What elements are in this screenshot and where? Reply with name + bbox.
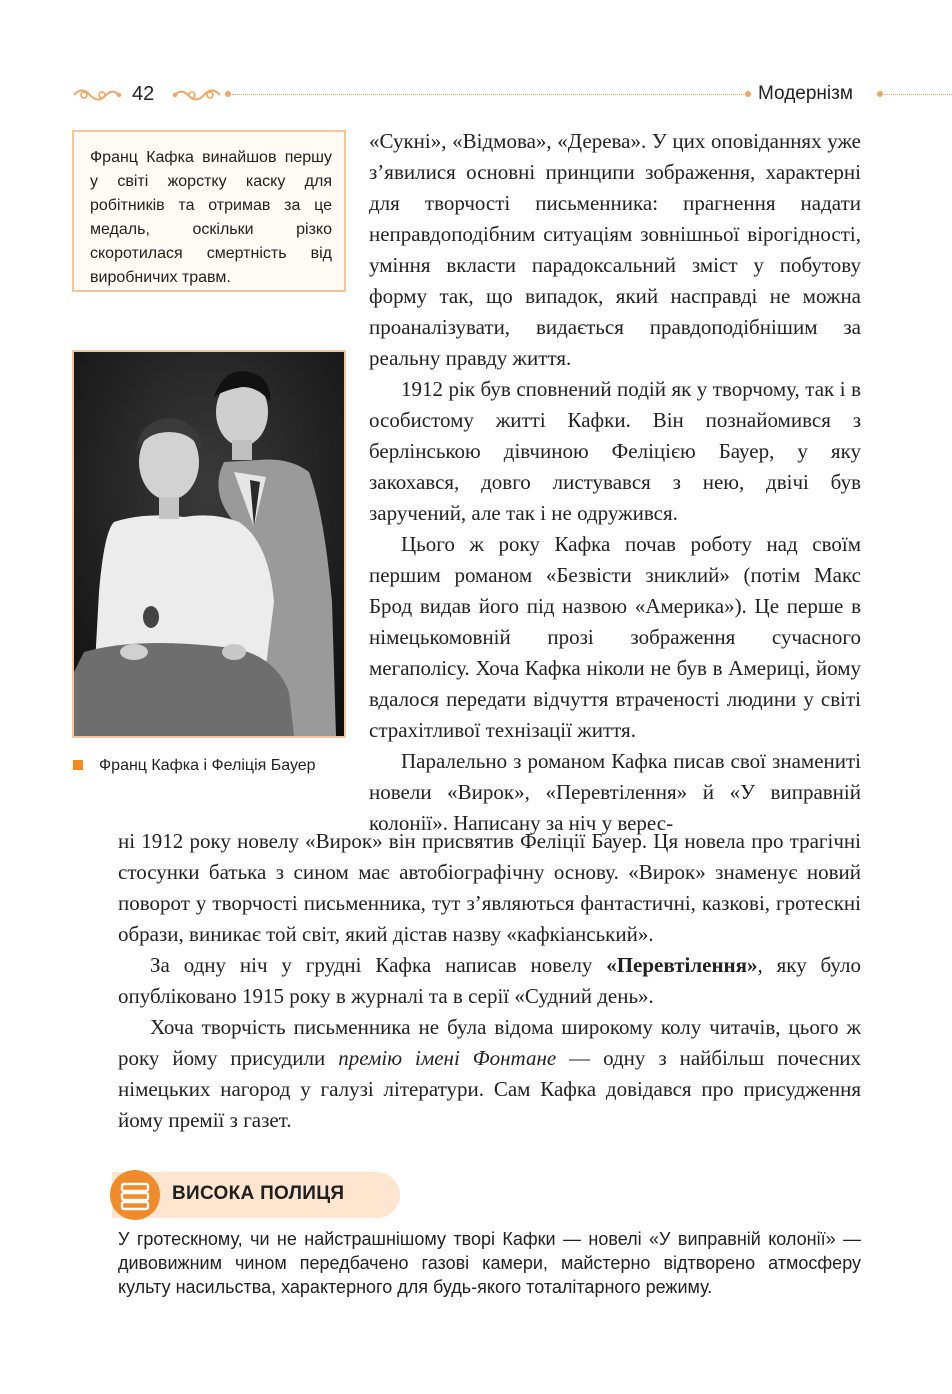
header-dot bbox=[877, 91, 883, 97]
page-number: 42 bbox=[132, 83, 155, 105]
photo-caption: Франц Кафка і Феліція Бауер bbox=[99, 757, 316, 774]
shelf-text: У гротескному, чи не найстрашнішому творі Кафки — новелі «У виправній колонії» — дивовижним чином передбачено газові камери, майстерно відтворено атмосферу культу насильства, характерного для будь-якого тоталітарного режиму. bbox=[118, 1229, 861, 1297]
main-text-column bbox=[369, 126, 861, 839]
bold-title: «Перевтілення» bbox=[606, 953, 758, 977]
paragraph: «Сукні», «Відмова», «Дерева». У цих оповіданнях уже з’явилися основні принципи зображення, характерні для творчості письменника: прагнення надати неправдоподібним ситуаціям зовнішньої вірогідності, уміння вкласти парадоксальний зміст у побутову форму так, що випадок, який насправді не можна проаналізувати, видається правдоподібнішим за реальну правду життя. bbox=[369, 129, 861, 370]
text-run: Хоча творчість письменника не була відома широкому колу читачів, цього ж року йому присудили bbox=[118, 1015, 861, 1070]
header-dot bbox=[225, 91, 231, 97]
shelf-title: ВИСОКА ПОЛИЦЯ bbox=[172, 1183, 345, 1204]
paragraph: Паралельно з романом Кафка писав свої знамениті новели «Вирок», «Перевтілення» й «У виправній колонії». Написану за ніч у верес- bbox=[369, 749, 861, 835]
text-run: — одну з найбільш почесних німецьких нагород у галузі літератури. Сам Кафка довідався про присудження йому премії з газет. bbox=[118, 1046, 861, 1132]
right-ornament-icon bbox=[170, 84, 222, 106]
text-run: , яку було опубліковано 1915 року в журналі та в серії «Судний день». bbox=[118, 953, 861, 1008]
section-title: Модернізм bbox=[758, 83, 853, 104]
header-rule bbox=[232, 94, 744, 95]
left-ornament-icon bbox=[72, 84, 124, 106]
main-text-wide bbox=[118, 826, 861, 1136]
kafka-bauer-photo bbox=[72, 350, 346, 738]
caption-marker bbox=[73, 760, 83, 770]
header-dot bbox=[745, 91, 751, 97]
italic-term: премію імені Фонтане bbox=[338, 1046, 557, 1070]
header-rule bbox=[885, 94, 952, 95]
paragraph: Цього ж року Кафка почав роботу над своїм першим романом «Безвісти зниклий» (потім Макс Брод видав його під назвою «Америка»). Це перше в німецькомовній прозі зображення сучасного мегаполісу. Хоча Кафка ніколи не був в Америці, йому вдалося передати відчуття втраченості людини у світі страхітливої технізації життя. bbox=[369, 532, 861, 742]
paragraph: 1912 рік був сповнений подій як у творчому, так і в особистому житті Кафки. Він познайомився з берлінською дівчиною Феліцією Бауер, у яку закохався, довго листувався з нею, двічі був заручений, але так і не одружився. bbox=[369, 377, 861, 525]
text-run: За одну ніч у грудні Кафка написав новелу bbox=[150, 953, 607, 977]
paragraph bbox=[118, 950, 861, 1012]
paragraph bbox=[118, 1012, 861, 1136]
paragraph: ні 1912 року новелу «Вирок» він присвятив Феліції Бауер. Ця новела про трагічні стосунки батька з сином має автобіографічну основу. «Вирок» знаменує новий поворот у творчості письменника, тут з’являються фантастичні, казкові, гротескні образи, виникає той світ, який дістав назву «кафкіанський». bbox=[118, 829, 861, 946]
bookshelf-icon bbox=[110, 1170, 160, 1220]
fact-box bbox=[72, 130, 346, 292]
fact-box-text: Франц Кафка винайшов першу у світі жорстку каску для робітників та отримав за це медаль, оскільки різко скоротилася смертність від виробничих травм. bbox=[90, 149, 332, 286]
